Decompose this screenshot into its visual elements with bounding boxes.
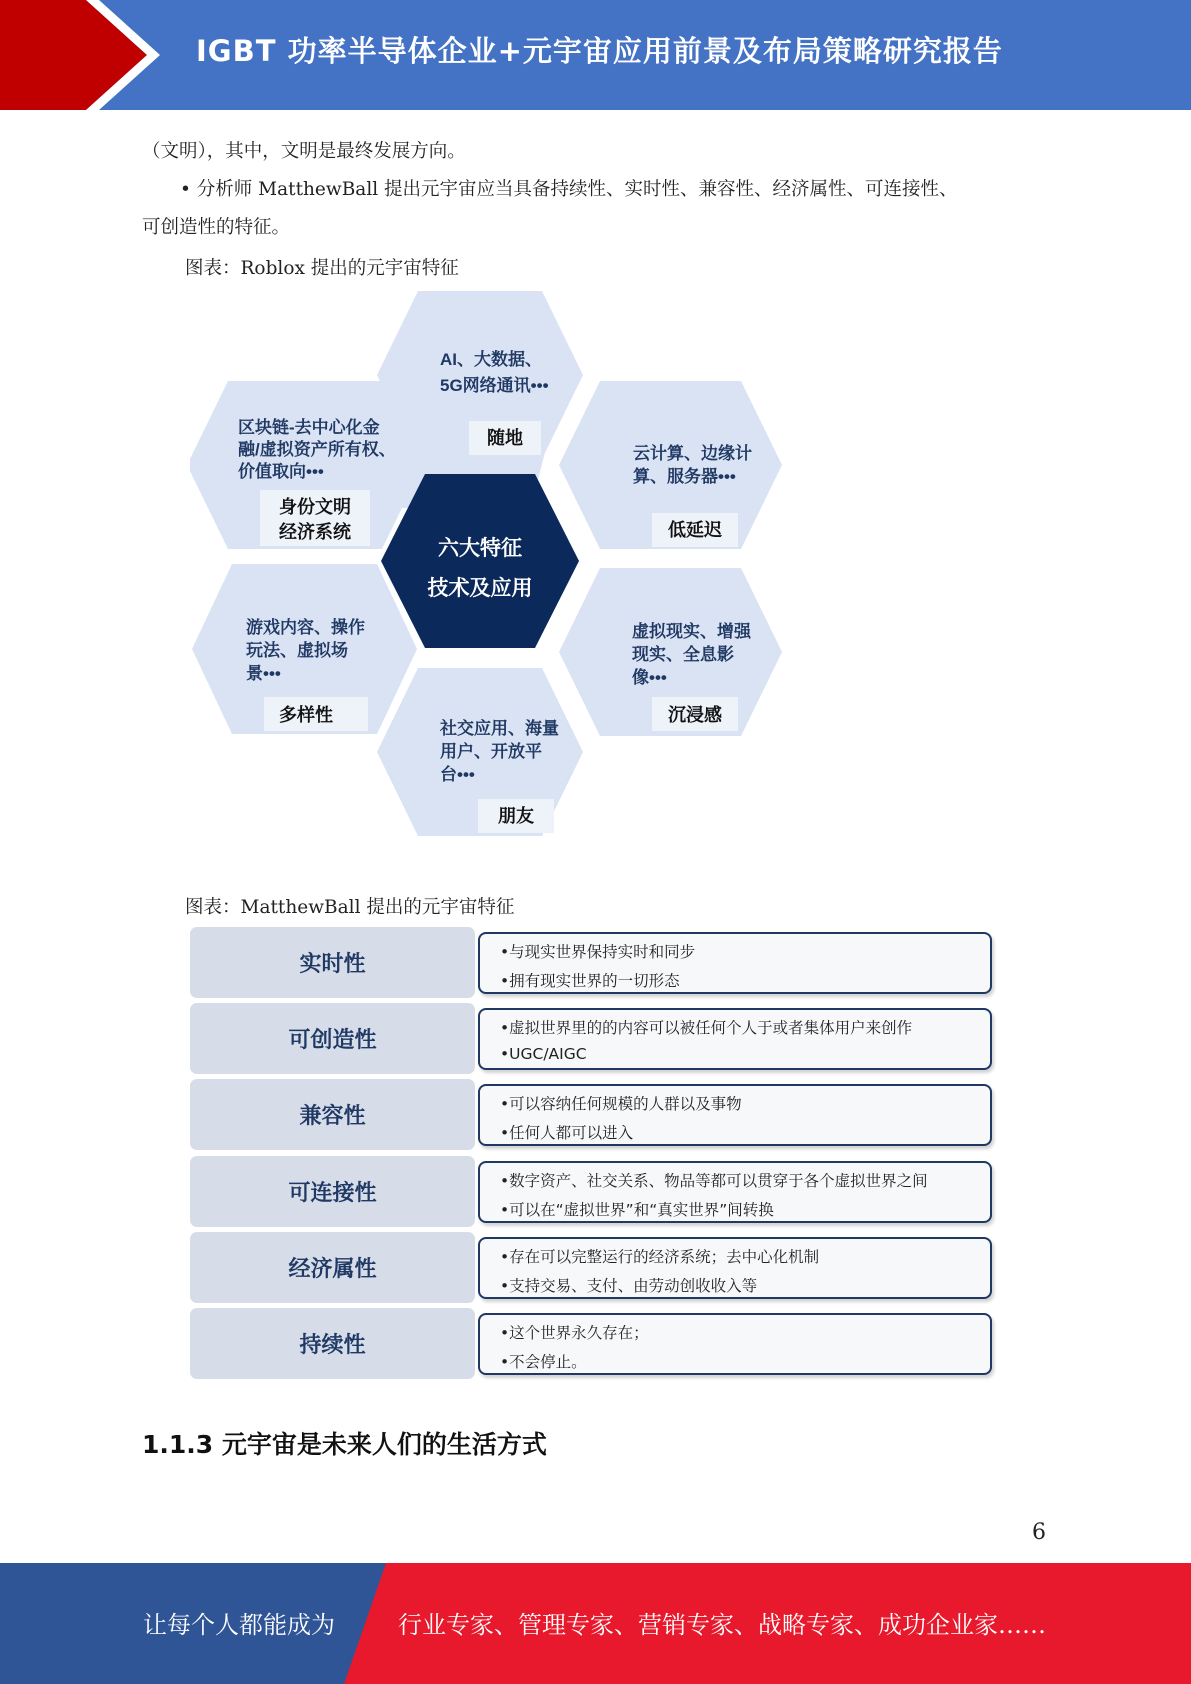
hex-upper-left-desc-1: 区块链-去中心化金 xyxy=(238,418,380,437)
feature-description-line: •可以容纳任何规模的人群以及事物 xyxy=(500,1095,742,1113)
feature-description-line: •与现实世界保持实时和同步 xyxy=(500,943,696,961)
hex-upper-right-desc-1: 云计算、边缘计 xyxy=(633,444,752,463)
feature-name: 兼容性 xyxy=(190,1079,475,1150)
hex-upper-left-desc-3: 价值取向••• xyxy=(238,462,324,481)
feature-row-economy xyxy=(190,1232,995,1303)
hex-upper-left-desc-2: 融/虚拟资产所有权、 xyxy=(238,440,396,459)
hex-lower-right-desc-1: 虚拟现实、增强 xyxy=(632,622,751,641)
hex-bottom-label: 朋友 xyxy=(498,806,534,826)
feature-description-box xyxy=(478,1237,992,1299)
hex-center-line-2: 技术及应用 xyxy=(427,577,533,600)
feature-description-box xyxy=(478,1161,992,1223)
hex-lower-left xyxy=(192,564,417,734)
paragraph-matthewball-line1: • 分析师 MatthewBall 提出元宇宙应当具备持续性、实时性、兼容性、经济属性、可连接性、 xyxy=(180,179,958,200)
feature-description-line: •不会停止。 xyxy=(500,1353,587,1371)
hex-lower-right-desc-3: 像••• xyxy=(632,668,667,687)
feature-name: 实时性 xyxy=(190,927,475,998)
footer-slogan-left: 让每个人都能成为 xyxy=(143,1611,335,1639)
hex-upper-right-desc-2: 算、服务器••• xyxy=(633,467,736,486)
hex-bottom xyxy=(377,668,583,836)
page-footer xyxy=(0,1563,1191,1684)
hex-top-shape xyxy=(377,291,583,459)
hex-lower-left-desc-2: 玩法、虚拟场 xyxy=(246,641,348,660)
hex-lower-right xyxy=(559,568,782,736)
hex-upper-left-label-1: 身份文明 xyxy=(279,497,351,517)
feature-description-box xyxy=(478,1313,992,1375)
figure-caption-roblox: 图表：Roblox 提出的元宇宙特征 xyxy=(185,258,459,279)
hex-bottom-desc-3: 台••• xyxy=(440,765,475,784)
header-title: IGBT 功率半导体企业+元宇宙应用前景及布局策略研究报告 xyxy=(196,34,1003,68)
hex-upper-left xyxy=(190,381,423,549)
feature-row-persistence xyxy=(190,1308,995,1379)
hex-bottom-desc-1: 社交应用、海量 xyxy=(440,719,559,738)
feature-description-line: •可以在“虚拟世界”和“真实世界”间转换 xyxy=(500,1201,774,1219)
feature-description-line: •UGC/AIGC xyxy=(500,1045,587,1063)
feature-row-creativity xyxy=(190,1003,995,1074)
hex-top-desc-2: 5G网络通讯••• xyxy=(440,376,549,395)
feature-description-line: •这个世界永久存在； xyxy=(500,1324,649,1342)
figure-caption-matthewball: 图表：MatthewBall 提出的元宇宙特征 xyxy=(185,897,515,918)
feature-name: 持续性 xyxy=(190,1308,475,1379)
feature-row-realtime xyxy=(190,927,995,998)
feature-description-line: •支持交易、支付、由劳动创收收入等 xyxy=(500,1277,758,1295)
feature-name: 可创造性 xyxy=(190,1003,475,1074)
hex-top-desc-1: AI、大数据、 xyxy=(440,350,542,369)
feature-name: 可连接性 xyxy=(190,1156,475,1227)
feature-description-line: •虚拟世界里的的内容可以被任何个人于或者集体用户来创作 xyxy=(500,1019,913,1037)
feature-description-box xyxy=(478,1084,992,1146)
hex-lower-left-desc-3: 景••• xyxy=(246,664,281,683)
feature-row-compatibility xyxy=(190,1079,995,1150)
paragraph-civilization: （文明），其中，文明是最终发展方向。 xyxy=(142,141,466,162)
feature-row-connectivity xyxy=(190,1156,995,1227)
feature-description-box xyxy=(478,1008,992,1070)
feature-description-line: •数字资产、社交关系、物品等都可以贯穿于各个虚拟世界之间 xyxy=(500,1172,928,1190)
hex-center-line-1: 六大特征 xyxy=(438,537,522,560)
page-header xyxy=(0,0,1191,110)
paragraph-matthewball xyxy=(142,171,1042,247)
paragraph-matthewball-line2: 可创造性的特征。 xyxy=(142,217,291,238)
footer-slogan-right: 行业专家、管理专家、营销专家、战略专家、成功企业家…… xyxy=(398,1611,1046,1639)
feature-description-line: •存在可以完整运行的经济系统；去中心化机制 xyxy=(500,1248,820,1266)
hex-lower-left-desc-1: 游戏内容、操作 xyxy=(246,618,365,637)
hex-bottom-desc-2: 用户、开放平 xyxy=(440,742,542,761)
feature-description-line: •任何人都可以进入 xyxy=(500,1124,634,1142)
hex-lower-right-desc-2: 现实、全息影 xyxy=(632,645,734,664)
feature-description-box xyxy=(478,932,992,994)
section-heading: 1.1.3 元宇宙是未来人们的生活方式 xyxy=(142,1430,547,1459)
hex-lower-right-label: 沉浸感 xyxy=(668,705,722,725)
hex-lower-left-label: 多样性 xyxy=(279,705,333,725)
feature-name: 经济属性 xyxy=(190,1232,475,1303)
roblox-hexagon-diagram xyxy=(190,285,830,845)
hex-upper-right xyxy=(559,381,782,549)
feature-description-line: •拥有现实世界的一切形态 xyxy=(500,972,680,990)
hex-top-label: 随地 xyxy=(487,428,523,448)
hex-upper-left-label-2: 经济系统 xyxy=(279,522,351,542)
page-number: 6 xyxy=(1032,1520,1046,1545)
hex-upper-right-label: 低延迟 xyxy=(668,520,722,540)
